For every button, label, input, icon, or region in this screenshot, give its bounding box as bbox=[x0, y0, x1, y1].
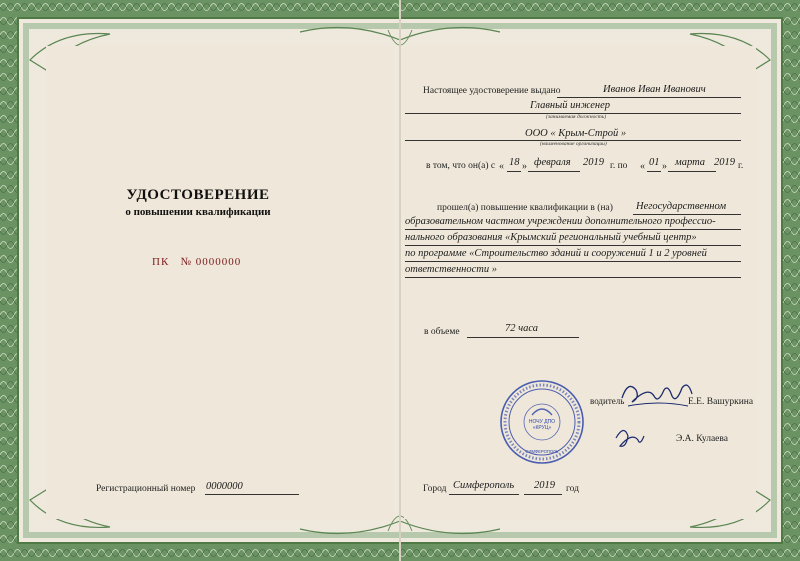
city-label: Город bbox=[423, 484, 447, 494]
issued-name-line bbox=[557, 97, 741, 98]
city-line bbox=[449, 494, 519, 495]
reg-number-line bbox=[205, 494, 299, 495]
issued-label: Настоящее удостоверение выдано bbox=[423, 86, 561, 96]
day-to: 01 bbox=[649, 157, 660, 168]
reg-number: 0000000 bbox=[206, 481, 243, 492]
certificate-title: УДОСТОВЕРЕНИЕ bbox=[126, 187, 270, 203]
stamp-bottom-text: СИМФЕРОПОЛЬ bbox=[525, 449, 559, 454]
organization-value: ООО « Крым-Строй » bbox=[525, 128, 627, 139]
certificate-number bbox=[152, 256, 241, 268]
training-text-1: образовательном частном учреждении дополнительного профессио- bbox=[405, 216, 716, 227]
director-name: Е.Е. Вашуркина bbox=[688, 397, 754, 407]
quote-close-1: » bbox=[522, 161, 527, 172]
city-value: Симферополь bbox=[453, 480, 515, 491]
director-title-suffix: водитель bbox=[590, 396, 625, 406]
year-line bbox=[524, 494, 562, 495]
number-value: 0000000 bbox=[195, 256, 242, 268]
number-symbol: № bbox=[180, 256, 193, 268]
day-from-line bbox=[507, 171, 521, 172]
period-label: в том, что он(а) с bbox=[426, 161, 496, 171]
year-mark-2: г. bbox=[738, 161, 744, 171]
training-line-2 bbox=[405, 245, 741, 246]
volume-line bbox=[467, 337, 579, 338]
year-value: 2019 bbox=[534, 480, 555, 491]
training-label: прошел(а) повышение квалификации в (на) bbox=[437, 203, 613, 213]
training-line-1 bbox=[405, 229, 741, 230]
issued-name: Иванов Иван Иванович bbox=[603, 84, 706, 95]
month-from: февраля bbox=[534, 157, 571, 168]
training-line-3 bbox=[405, 261, 741, 262]
year-mark-1: г. по bbox=[610, 161, 628, 171]
day-from: 18 bbox=[509, 157, 520, 168]
reg-label: Регистрационный номер bbox=[96, 484, 196, 494]
organization-caption: (наименование организации) bbox=[540, 141, 607, 147]
secretary-name: Э.А. Кулаева bbox=[676, 434, 728, 444]
quote-open-1: « bbox=[499, 161, 504, 172]
month-to: марта bbox=[675, 157, 706, 168]
month-to-line bbox=[668, 171, 716, 172]
secretary-signature bbox=[610, 422, 650, 452]
training-text-3: по программе «Строительство зданий и сооружений 1 и 2 уровней bbox=[405, 248, 707, 259]
volume-value: 72 часа bbox=[505, 323, 539, 334]
stamp-center-line1: НОЧУ ДПО bbox=[528, 419, 556, 425]
position-caption: (занимаемая должность) bbox=[546, 114, 607, 120]
year-to: 2019 bbox=[714, 157, 735, 168]
stamp-center-line2: «КРУЦ» bbox=[532, 425, 552, 431]
year-from: 2019 bbox=[583, 157, 604, 168]
director-signature bbox=[618, 376, 698, 414]
volume-label: в объеме bbox=[424, 327, 460, 337]
number-prefix: ПК bbox=[152, 256, 170, 268]
center-fold bbox=[399, 0, 401, 561]
month-from-line bbox=[528, 171, 580, 172]
year-label: год bbox=[566, 484, 579, 494]
position-value: Главный инженер bbox=[530, 100, 610, 111]
left-page bbox=[46, 46, 394, 519]
training-line-4 bbox=[405, 277, 741, 278]
training-line-0 bbox=[633, 214, 741, 215]
quote-open-2: « bbox=[640, 161, 645, 172]
training-text-2: нального образования «Крымский региональный учебный центр» bbox=[405, 232, 697, 243]
day-to-line bbox=[647, 171, 661, 172]
certificate-subtitle: о повышении квалификации bbox=[125, 206, 271, 218]
training-text-0: Негосударственном bbox=[636, 201, 727, 212]
official-stamp bbox=[499, 379, 585, 465]
training-text-4: ответственности » bbox=[405, 264, 497, 275]
quote-close-2: » bbox=[662, 161, 667, 172]
